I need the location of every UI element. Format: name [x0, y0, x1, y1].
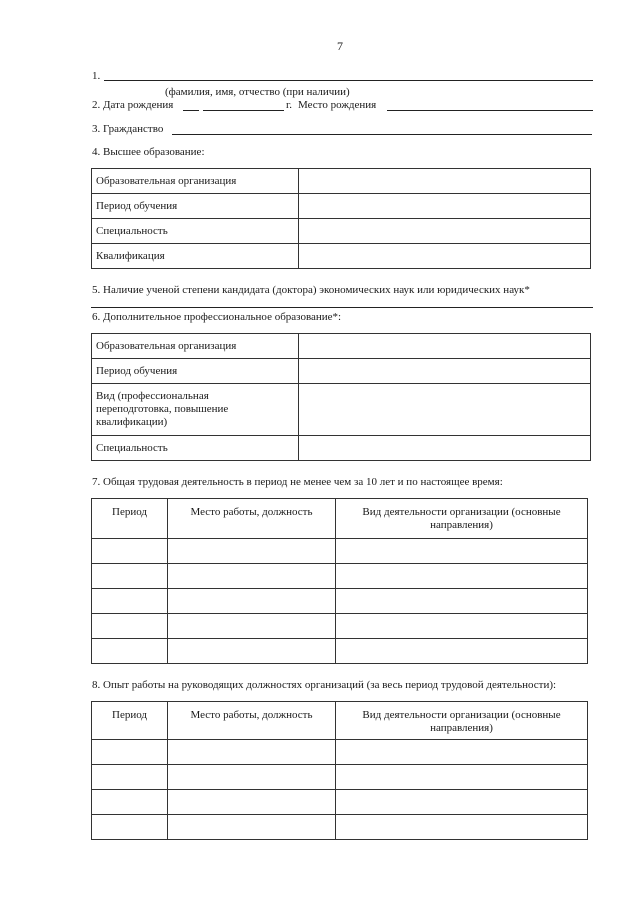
item1-number: 1. [92, 70, 101, 82]
work-history-table [91, 498, 588, 664]
table-cell[interactable] [336, 614, 588, 639]
table-cell[interactable] [92, 639, 168, 664]
he-value-period[interactable] [299, 194, 591, 219]
ae-value-specialty[interactable] [299, 436, 591, 461]
citizenship-label: 3. Гражданство [92, 123, 164, 135]
work-history-label: 7. Общая трудовая деятельность в период не менее чем за 10 лет и по настоящее время: [92, 476, 503, 488]
table-cell[interactable] [92, 564, 168, 589]
table-cell[interactable] [336, 790, 588, 815]
wh-header-period: Период [92, 499, 168, 539]
table-cell[interactable] [92, 589, 168, 614]
me-header-place: Место работы, должность [168, 702, 336, 740]
table-cell[interactable] [92, 614, 168, 639]
he-label-qualification: Квалификация [92, 244, 299, 269]
table-cell[interactable] [168, 815, 336, 840]
table-cell[interactable] [168, 790, 336, 815]
citizenship-line[interactable] [172, 134, 592, 135]
table-cell[interactable] [168, 765, 336, 790]
birthdate-label: 2. Дата рождения [92, 99, 174, 111]
table-cell[interactable] [336, 639, 588, 664]
year-suffix: г. [286, 99, 293, 111]
he-value-specialty[interactable] [299, 219, 591, 244]
table-cell[interactable] [336, 740, 588, 765]
birthplace-line[interactable] [387, 110, 593, 111]
birth-month-line[interactable] [203, 110, 284, 111]
table-cell[interactable] [92, 765, 168, 790]
wh-header-place: Место работы, должность [168, 499, 336, 539]
table-cell[interactable] [336, 815, 588, 840]
he-label-org: Образовательная организация [92, 169, 299, 194]
table-cell[interactable] [168, 639, 336, 664]
fullname-caption: (фамилия, имя, отчество (при наличии) [165, 86, 350, 98]
table-cell[interactable] [336, 564, 588, 589]
additional-education-label: 6. Дополнительное профессиональное образование*: [92, 311, 342, 323]
ae-label-period: Период обучения [92, 359, 299, 384]
table-cell[interactable] [168, 564, 336, 589]
me-header-activity: Вид деятельности организации (основные направления) [336, 702, 588, 740]
table-cell[interactable] [92, 740, 168, 765]
me-header-period: Период [92, 702, 168, 740]
table-cell[interactable] [168, 589, 336, 614]
ae-value-org[interactable] [299, 334, 591, 359]
degree-line[interactable] [91, 307, 593, 308]
fullname-line[interactable] [104, 80, 593, 81]
he-value-qualification[interactable] [299, 244, 591, 269]
he-label-specialty: Специальность [92, 219, 299, 244]
he-value-org[interactable] [299, 169, 591, 194]
ae-value-period[interactable] [299, 359, 591, 384]
ae-value-type[interactable] [299, 384, 591, 436]
higher-education-label: 4. Высшее образование: [92, 146, 205, 158]
table-cell[interactable] [92, 539, 168, 564]
ae-label-org: Образовательная организация [92, 334, 299, 359]
higher-education-table [91, 168, 591, 269]
wh-header-activity: Вид деятельности организации (основные направления) [336, 499, 588, 539]
table-cell[interactable] [92, 815, 168, 840]
management-experience-label: 8. Опыт работы на руководящих должностях организаций (за весь период трудовой деятельности): [92, 679, 557, 691]
table-cell[interactable] [92, 790, 168, 815]
page-number: 7 [337, 39, 343, 53]
table-cell[interactable] [168, 614, 336, 639]
table-cell[interactable] [168, 740, 336, 765]
table-cell[interactable] [168, 539, 336, 564]
degree-label: 5. Наличие ученой степени кандидата (доктора) экономических наук или юридических наук* [92, 284, 530, 296]
birthplace-label: Место рождения [298, 99, 377, 111]
ae-label-specialty: Специальность [92, 436, 299, 461]
birth-day-line[interactable] [183, 110, 199, 111]
ae-label-type: Вид (профессиональная переподготовка, повышение квалификации) [92, 384, 299, 436]
table-cell[interactable] [336, 539, 588, 564]
additional-education-table [91, 333, 591, 461]
table-cell[interactable] [336, 589, 588, 614]
management-experience-table [91, 701, 588, 840]
table-cell[interactable] [336, 765, 588, 790]
he-label-period: Период обучения [92, 194, 299, 219]
